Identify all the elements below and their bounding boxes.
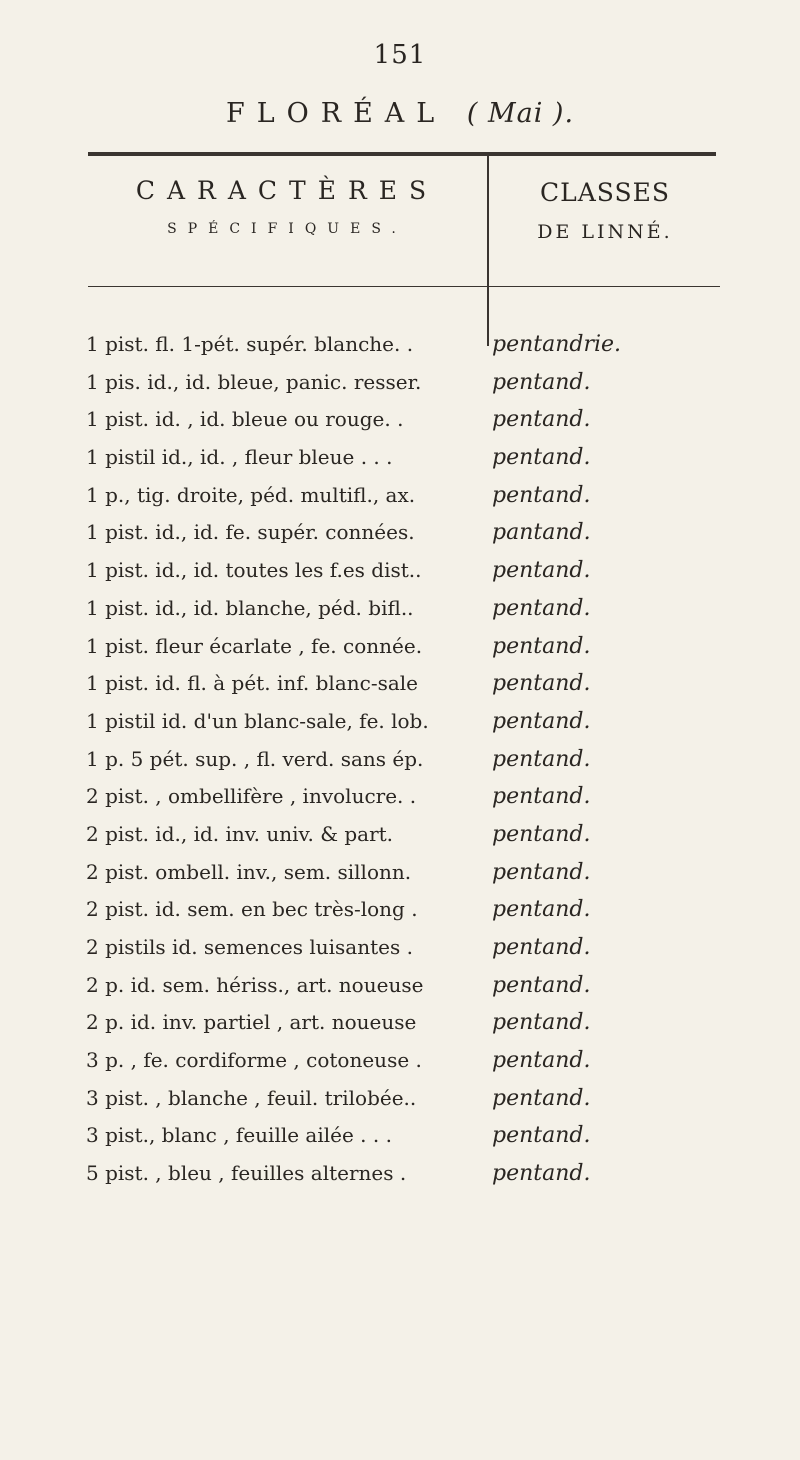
row-classe: pentand. (492, 482, 591, 508)
row-classe: pentand. (492, 746, 591, 772)
table-row (0, 816, 800, 854)
row-description: 2 pist. id. sem. en bec très-long . (86, 897, 418, 922)
row-classe: pentand. (492, 1123, 591, 1149)
table-row (0, 552, 800, 590)
row-description: 2 p. id. sem. hériss., art. noueuse (86, 972, 424, 997)
row-description: 1 pist. id. , id. bleue ou rouge. . (86, 407, 404, 432)
table-row (0, 665, 800, 703)
row-description: 1 pistil id. d'un blanc-sale, fe. lob. (86, 708, 429, 733)
heading-rule (88, 286, 720, 287)
row-classe: pentand. (492, 935, 591, 960)
row-description: 5 pist. , bleu , feuilles alternes . (86, 1161, 407, 1186)
row-description: 2 p. id. inv. partiel , art. noueuse (86, 1010, 417, 1035)
row-classe: pentand. (492, 1048, 591, 1074)
col-right-title: CLASSES (540, 178, 670, 207)
header-prefix: FLORÉAL (225, 98, 447, 129)
header-month: ( Mai ). (466, 98, 575, 129)
col-left-title: CARACTÈRES (135, 176, 439, 205)
table-row (0, 439, 800, 477)
row-classe: pentand. (492, 784, 591, 810)
page-header (0, 98, 800, 129)
row-classe: pentand. (492, 369, 591, 395)
column-heading-right (490, 178, 720, 243)
table-row (0, 590, 800, 628)
row-description: 2 pist. id., id. inv. univ. & part. (86, 821, 394, 846)
row-description: 1 p. 5 pét. sup. , fl. verd. sans ép. (86, 746, 424, 771)
row-description: 1 pis. id., id. bleue, panic. resser. (86, 369, 422, 394)
row-description: 1 pist. id., id. blanche, péd. bifl.. (86, 595, 414, 620)
table-row (0, 1004, 800, 1042)
row-classe: pentand. (492, 407, 591, 433)
table-row (0, 854, 800, 892)
row-description: 3 pist., blanc , feuille ailée . . . (86, 1123, 392, 1148)
table-row (0, 967, 800, 1005)
table-row (0, 703, 800, 741)
row-description: 1 pist. id., id. fe. supér. connées. (86, 520, 415, 545)
table-row (0, 628, 800, 666)
col-left-subtitle: SPÉCIFIQUES. (167, 221, 407, 237)
row-description: 2 pistils id. semences luisantes . (86, 935, 413, 959)
row-description: 1 pist. id. fl. à pét. inf. blanc-sale (86, 671, 419, 696)
row-description: 1 p., tig. droite, péd. multifl., ax. (86, 482, 416, 507)
row-classe: pentandrie. (492, 332, 622, 357)
row-description: 3 pist. , blanche , feuil. trilobée.. (86, 1085, 417, 1110)
table-row (0, 401, 800, 439)
row-classe: pentand. (492, 671, 591, 697)
column-heading-left (88, 176, 486, 237)
row-classe: pentand. (492, 708, 591, 734)
header-rule (88, 152, 716, 156)
row-classe: pentand. (492, 972, 591, 998)
row-classe: pentand. (492, 1010, 591, 1036)
column-divider (487, 156, 489, 346)
row-description: 2 pist. ombell. inv., sem. sillonn. (86, 859, 412, 884)
row-classe: pentand. (492, 859, 591, 885)
row-classe: pentand. (492, 445, 591, 471)
row-description: 3 p. , fe. cordiforme , cotoneuse . (86, 1048, 422, 1073)
table-row (0, 741, 800, 779)
page-number: 151 (373, 40, 427, 70)
table-row (0, 514, 800, 552)
table-row (0, 477, 800, 515)
row-description: 2 pist. , ombellifère , involucre. . (86, 784, 417, 809)
table-row (0, 326, 800, 364)
table-row (0, 929, 800, 967)
table-row (0, 1117, 800, 1155)
col-right-subtitle: DE LINNÉ. (537, 221, 673, 243)
row-classe: pentand. (492, 821, 591, 847)
table-row (0, 364, 800, 402)
table-row (0, 778, 800, 816)
row-description: 1 pist. fl. 1-pét. supér. blanche. . (86, 332, 414, 356)
table-row (0, 891, 800, 929)
table-row (0, 1042, 800, 1080)
row-classe: pentand. (492, 897, 591, 923)
row-description: 1 pist. fleur écarlate , fe. connée. (86, 633, 423, 658)
row-classe: pantand. (492, 520, 591, 546)
row-classe: pentand. (492, 1085, 591, 1111)
table-row (0, 1155, 800, 1193)
row-classe: pentand. (492, 633, 591, 659)
row-description: 1 pistil id., id. , fleur bleue . . . (86, 445, 393, 470)
table-row (0, 1080, 800, 1118)
row-classe: pentand. (492, 595, 591, 621)
row-classe: pentand. (492, 1161, 591, 1187)
table-body (0, 326, 800, 1193)
row-classe: pentand. (492, 558, 591, 584)
row-description: 1 pist. id., id. toutes les f.es dist.. (86, 558, 422, 583)
